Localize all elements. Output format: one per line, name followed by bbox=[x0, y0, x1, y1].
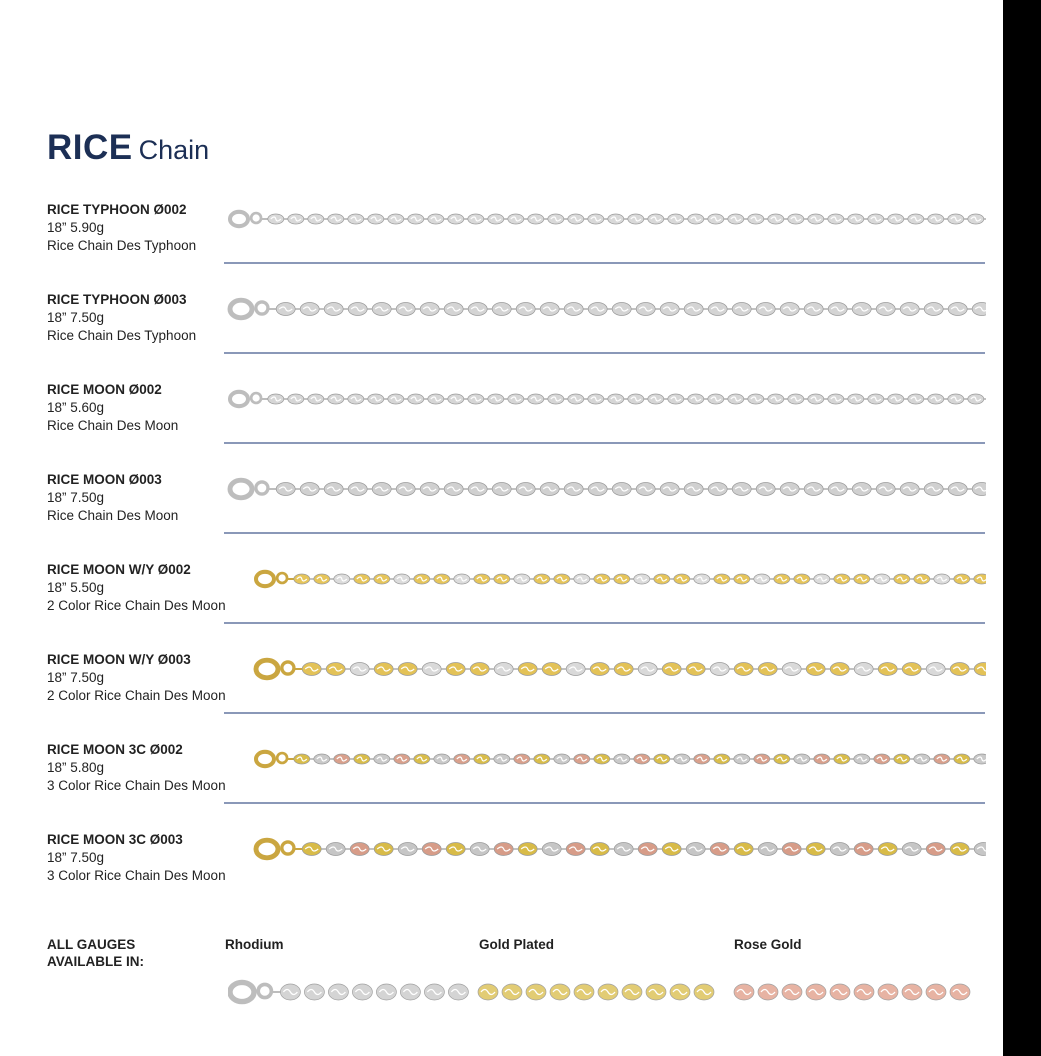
row-divider bbox=[224, 622, 985, 624]
chain-image bbox=[226, 287, 986, 331]
chain-image bbox=[226, 377, 986, 421]
product-spec: 18” 5.90g bbox=[47, 220, 105, 235]
product-description: 3 Color Rice Chain Des Moon bbox=[47, 868, 226, 883]
product-row bbox=[0, 651, 1003, 741]
product-spec: 18” 5.50g bbox=[47, 580, 105, 595]
page-title bbox=[47, 128, 209, 168]
title-bold: RICE bbox=[47, 128, 133, 167]
finish-label-gold-plated: Gold Plated bbox=[479, 937, 555, 952]
lobster-clasp bbox=[256, 752, 294, 766]
title-light: Chain bbox=[138, 135, 210, 165]
product-label bbox=[47, 381, 178, 435]
chain-bead bbox=[974, 574, 986, 584]
product-label bbox=[47, 831, 226, 885]
finish-swatch-chain bbox=[228, 972, 986, 1016]
chain-bead bbox=[972, 483, 986, 496]
product-label bbox=[47, 291, 196, 345]
product-row bbox=[0, 831, 1003, 921]
product-description: 3 Color Rice Chain Des Moon bbox=[47, 778, 226, 793]
heading-line-2: AVAILABLE IN: bbox=[47, 954, 144, 969]
chain-bead bbox=[972, 303, 986, 316]
chain-image bbox=[226, 647, 986, 691]
product-row bbox=[0, 471, 1003, 561]
row-divider bbox=[224, 802, 985, 804]
product-spec: 18” 7.50g bbox=[47, 850, 105, 865]
product-name: RICE MOON W/Y Ø002 bbox=[47, 562, 191, 577]
product-label bbox=[47, 201, 196, 255]
product-label bbox=[47, 561, 226, 615]
product-description: Rice Chain Des Moon bbox=[47, 508, 179, 523]
product-label bbox=[47, 741, 226, 795]
row-divider bbox=[224, 352, 985, 354]
product-name: RICE MOON Ø002 bbox=[47, 382, 162, 397]
all-gauges-heading bbox=[47, 936, 144, 970]
product-description: 2 Color Rice Chain Des Moon bbox=[47, 688, 226, 703]
lobster-clasp bbox=[230, 480, 276, 498]
product-spec: 18” 7.50g bbox=[47, 310, 105, 325]
chain-image bbox=[226, 557, 986, 601]
lobster-clasp bbox=[230, 212, 268, 226]
product-spec: 18” 7.50g bbox=[47, 490, 105, 505]
product-spec: 18” 7.50g bbox=[47, 670, 105, 685]
chain-image bbox=[226, 467, 986, 511]
chain-image bbox=[226, 197, 986, 241]
chain-bead bbox=[974, 754, 986, 764]
finish-label-rhodium: Rhodium bbox=[225, 937, 284, 952]
product-row bbox=[0, 561, 1003, 651]
lobster-clasp bbox=[256, 840, 302, 858]
product-row bbox=[0, 741, 1003, 831]
product-name: RICE TYPHOON Ø002 bbox=[47, 202, 187, 217]
lobster-clasp bbox=[230, 982, 280, 1001]
lobster-clasp bbox=[230, 300, 276, 318]
finish-label-rose-gold: Rose Gold bbox=[734, 937, 802, 952]
lobster-clasp bbox=[256, 660, 302, 678]
product-spec: 18” 5.60g bbox=[47, 400, 105, 415]
chain-image bbox=[226, 737, 986, 781]
lobster-clasp bbox=[256, 572, 294, 586]
product-row bbox=[0, 291, 1003, 381]
row-divider bbox=[224, 712, 985, 714]
row-divider bbox=[224, 532, 985, 534]
product-name: RICE MOON 3C Ø002 bbox=[47, 742, 183, 757]
product-description: Rice Chain Des Typhoon bbox=[47, 238, 197, 253]
heading-line-1: ALL GAUGES bbox=[47, 937, 136, 952]
product-label bbox=[47, 471, 178, 525]
row-divider bbox=[224, 262, 985, 264]
product-description: 2 Color Rice Chain Des Moon bbox=[47, 598, 226, 613]
lobster-clasp bbox=[230, 392, 268, 406]
product-name: RICE TYPHOON Ø003 bbox=[47, 292, 187, 307]
row-divider bbox=[224, 442, 985, 444]
product-row bbox=[0, 381, 1003, 471]
product-name: RICE MOON Ø003 bbox=[47, 472, 162, 487]
product-spec: 18” 5.80g bbox=[47, 760, 105, 775]
page-edge-bar bbox=[1003, 0, 1041, 1056]
chain-image bbox=[226, 827, 986, 871]
product-name: RICE MOON W/Y Ø003 bbox=[47, 652, 191, 667]
product-description: Rice Chain Des Typhoon bbox=[47, 328, 197, 343]
product-row bbox=[0, 201, 1003, 291]
product-name: RICE MOON 3C Ø003 bbox=[47, 832, 183, 847]
product-label bbox=[47, 651, 226, 705]
product-description: Rice Chain Des Moon bbox=[47, 418, 179, 433]
